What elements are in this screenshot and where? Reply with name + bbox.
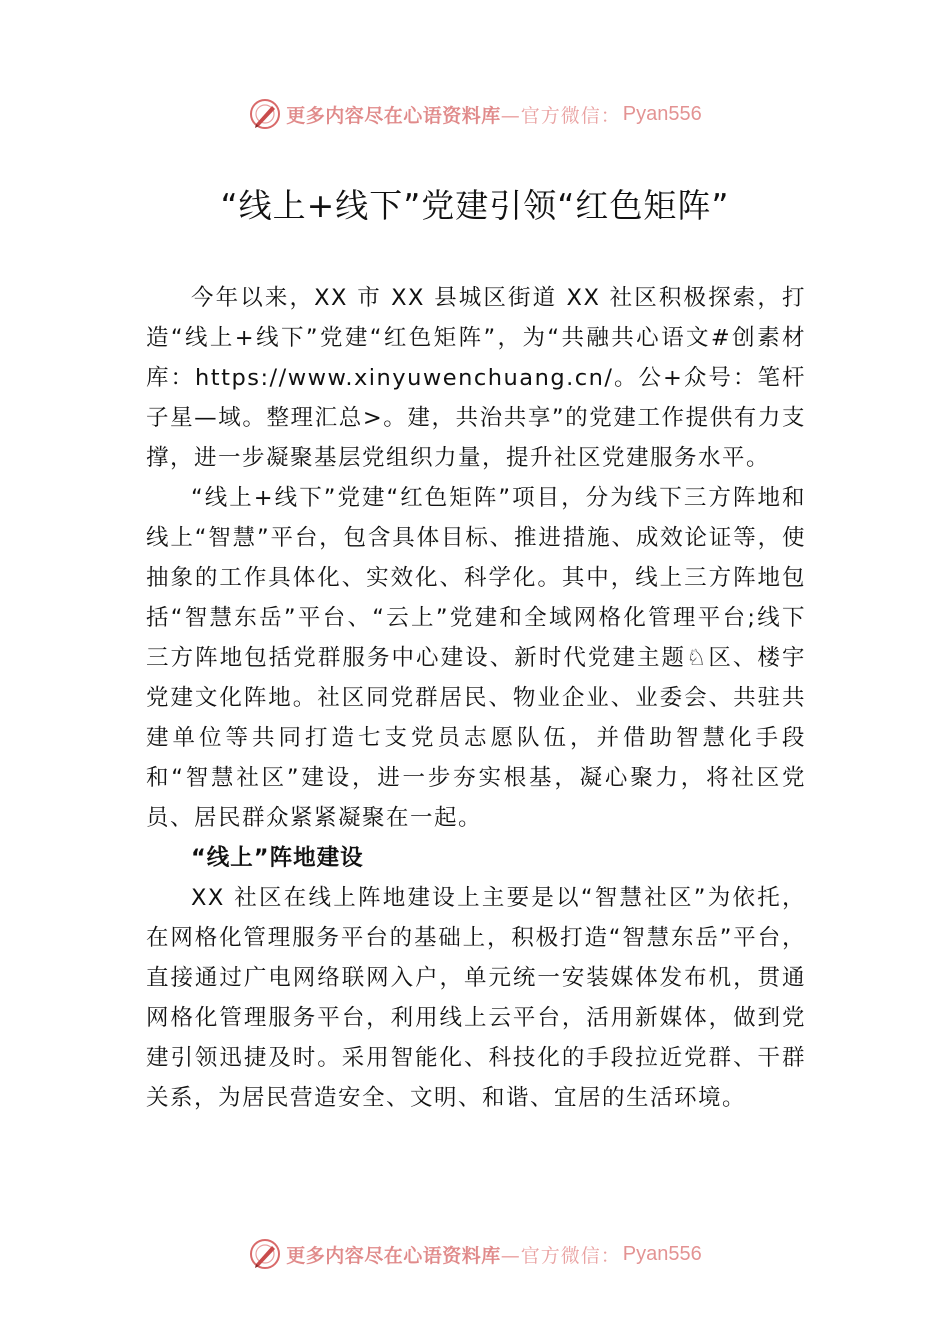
paragraph-project: “线上+线下”党建“红色矩阵”项目，分为线下三方阵地和线上“智慧”平台，包含具体目标、推进措施、成效论证等，使抽象的工作具体化、实效化、科学化。其中，线上三方阵地包括“智慧东岳”平台、“云上”党建和全域网格化管理平台;线下三方阵地包括党群服务中心建设、新时代党建主题♘区、楼宇党建文化阵地。社区同党群居民、物业企业、业委会、共驻共建单位等共同打造七支党员志愿队伍，并借助智慧化手段和“智慧社区”建设，进一步夯实根基，凝心聚力，将社区党员、居民群众紧紧凝聚在一起。 bbox=[146, 485, 806, 831]
watermark-footer bbox=[0, 1234, 950, 1274]
document-body bbox=[146, 278, 806, 1118]
watermark-wechat-id: Pyan556 bbox=[622, 102, 702, 125]
watermark-sub-text: —官方微信： bbox=[500, 104, 621, 127]
document-title: “线上+线下”党建引领“红色矩阵” bbox=[220, 186, 730, 225]
pen-logo-icon bbox=[248, 1237, 282, 1271]
section-heading-online: “线上”阵地建设 bbox=[191, 845, 364, 871]
pen-logo-icon bbox=[248, 97, 282, 131]
watermark-wechat-id: Pyan556 bbox=[622, 1242, 702, 1265]
watermark-main-text: 更多内容尽在心语资料库 bbox=[286, 1244, 501, 1267]
watermark-header bbox=[0, 94, 950, 134]
watermark-main-text: 更多内容尽在心语资料库 bbox=[286, 104, 501, 127]
watermark-sub-text: —官方微信： bbox=[500, 1244, 621, 1267]
paragraph-intro: 今年以来，XX 市 XX 县城区街道 XX 社区积极探索，打造“线上+线下”党建“红色矩阵”，为“共融共心语文#创素材库：https://www.xinyuwenchuang.cn/。公+众号：笔杆子星—域。整理汇总>。建，共治共享”的党建工作提供有力支撑，进一步凝聚基层党组织力量，提升社区党建服务水平。 bbox=[146, 285, 806, 471]
paragraph-online: XX 社区在线上阵地建设上主要是以“智慧社区”为依托，在网格化管理服务平台的基础上，积极打造“智慧东岳”平台，直接通过广电网络联网入户，单元统一安装媒体发布机，贯通网格化管理服务平台，利用线上云平台，活用新媒体，做到党建引领迅捷及时。采用智能化、科技化的手段拉近党群、干群关系，为居民营造安全、文明、和谐、宜居的生活环境。 bbox=[146, 885, 806, 1111]
